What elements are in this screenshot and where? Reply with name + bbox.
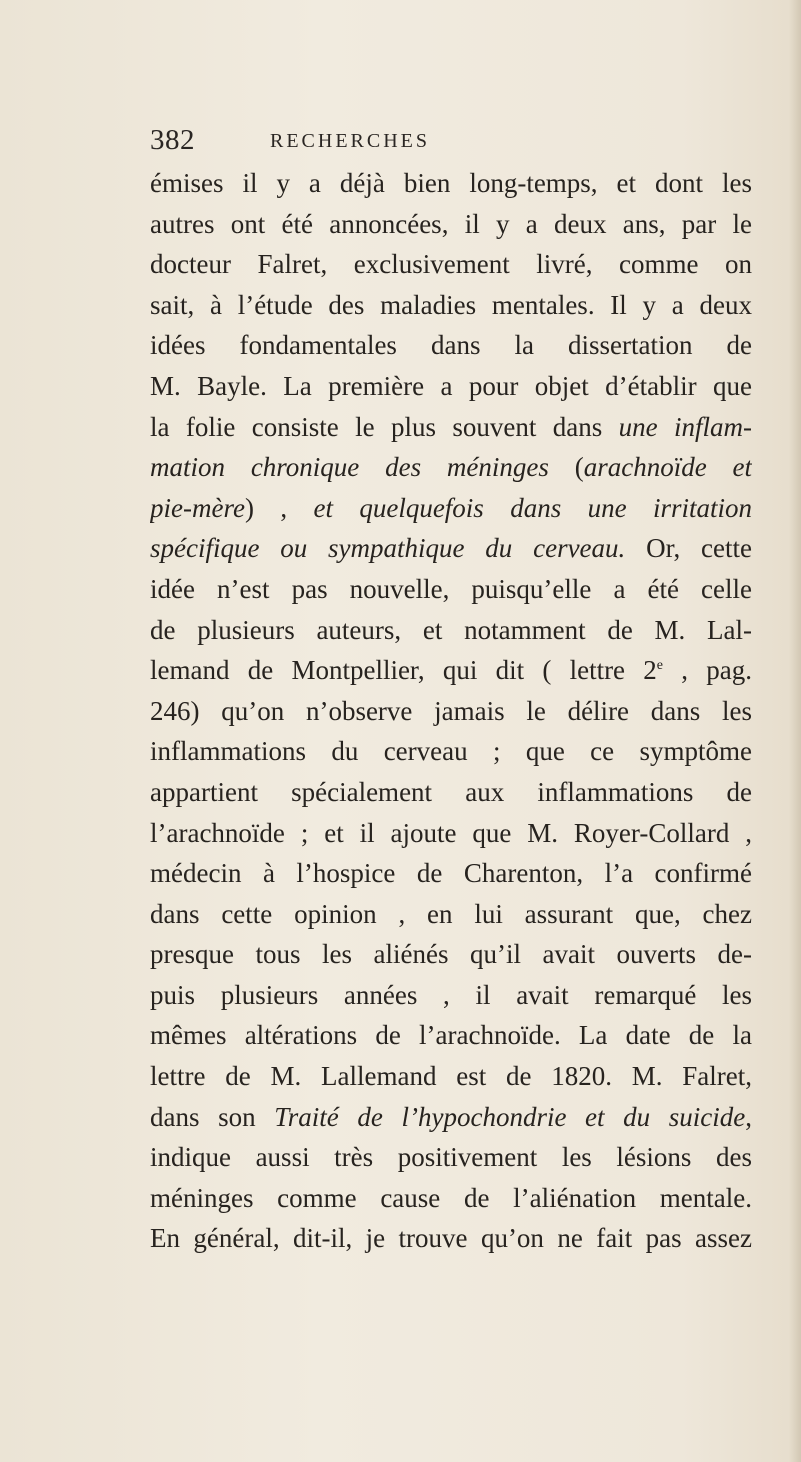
text-line xyxy=(150,488,752,529)
text-line xyxy=(150,772,752,813)
text-span: indique aussi très positivement les lésions des xyxy=(150,1142,752,1173)
text-line xyxy=(150,1178,752,1219)
text-line xyxy=(150,610,752,651)
text-line xyxy=(150,813,752,854)
text-line xyxy=(150,244,752,285)
text-line xyxy=(150,731,752,772)
text-span: l’arachnoïde ; et il ajoute que M. Royer-Collard , xyxy=(150,817,752,848)
superscript: e xyxy=(656,658,664,674)
text-line xyxy=(150,569,752,610)
text-span: ) , xyxy=(244,492,314,523)
italic-span: spécifique ou sympathique du cerveau. xyxy=(150,533,626,564)
italic-span: une inflam- xyxy=(618,411,752,442)
text-span: puis plusieurs années , il avait remarqué les xyxy=(150,979,752,1010)
text-line xyxy=(150,975,752,1016)
text-line xyxy=(150,407,752,448)
text-span: Or, cette xyxy=(625,533,752,564)
text-line xyxy=(150,691,752,732)
text-line xyxy=(150,366,752,407)
italic-span: et quelquefois dans une irritation xyxy=(313,492,752,523)
text-span: appartient spécialement aux inflammations de xyxy=(150,776,752,807)
text-line xyxy=(150,853,752,894)
italic-span: pie-mère xyxy=(150,492,245,523)
italic-span: arachnoïde et xyxy=(583,452,752,483)
text-span: lettre de M. Lallemand est de 1820. M. Falret, xyxy=(150,1061,752,1092)
text-line xyxy=(150,934,752,975)
text-span: méninges comme cause de l’aliénation mentale. xyxy=(150,1182,752,1213)
running-head xyxy=(150,124,750,164)
text-span: autres ont été annoncées, il y a deux ans, par le xyxy=(150,208,752,239)
text-span: émises il y a déjà bien long-temps, et dont les xyxy=(150,168,752,198)
text-line xyxy=(150,285,752,326)
text-line xyxy=(150,204,752,245)
text-span: lemand de Montpellier, qui dit ( lettre 2 xyxy=(150,655,657,686)
text-span: M. Bayle. La première a pour objet d’établir que xyxy=(150,370,752,401)
text-span: 246) qu’on n’observe jamais le délire dans les xyxy=(150,695,752,726)
text-line xyxy=(150,894,752,935)
text-span: inflammations du cerveau ; que ce symptôme xyxy=(150,736,752,767)
body-text xyxy=(150,163,752,1259)
text-line xyxy=(150,163,752,204)
text-span: , xyxy=(745,1101,752,1132)
page-edge-shadow xyxy=(789,0,801,1462)
text-line xyxy=(150,650,752,691)
text-span: dans son xyxy=(150,1101,275,1132)
text-span: ( xyxy=(548,452,584,483)
italic-span: Traité de l’hypochondrie et du suicide xyxy=(274,1101,746,1132)
text-line xyxy=(150,325,752,366)
text-line xyxy=(150,1056,752,1097)
text-line xyxy=(150,1097,752,1138)
text-span: sait, à l’étude des maladies mentales. Il y a deux xyxy=(150,289,752,320)
text-line xyxy=(150,528,752,569)
text-span: mêmes altérations de l’arachnoïde. La date de la xyxy=(150,1020,752,1051)
text-span: presque tous les aliénés qu’il avait ouverts de- xyxy=(150,939,752,970)
text-span: , pag. xyxy=(663,655,752,686)
text-span: docteur Falret, exclusivement livré, comme on xyxy=(150,249,752,280)
text-span: En général, dit-il, je trouve qu’on ne fait pas assez xyxy=(150,1223,752,1254)
text-span: médecin à l’hospice de Charenton, l’a confirmé xyxy=(150,858,752,889)
text-span: dans cette opinion , en lui assurant que, chez xyxy=(150,898,752,929)
page-number: 382 xyxy=(150,124,195,156)
running-title: RECHERCHES xyxy=(270,130,431,152)
text-line xyxy=(150,1015,752,1056)
text-line xyxy=(150,1137,752,1178)
text-line xyxy=(150,1218,752,1259)
italic-span: mation chronique des méninges xyxy=(150,452,549,483)
text-span: idée n’est pas nouvelle, puisqu’elle a été celle xyxy=(150,573,752,604)
text-span: la folie consiste le plus souvent dans xyxy=(150,411,619,442)
text-span: de plusieurs auteurs, et notamment de M. Lal- xyxy=(150,614,752,645)
text-line xyxy=(150,447,752,488)
text-span: idées fondamentales dans la dissertation de xyxy=(150,330,752,361)
